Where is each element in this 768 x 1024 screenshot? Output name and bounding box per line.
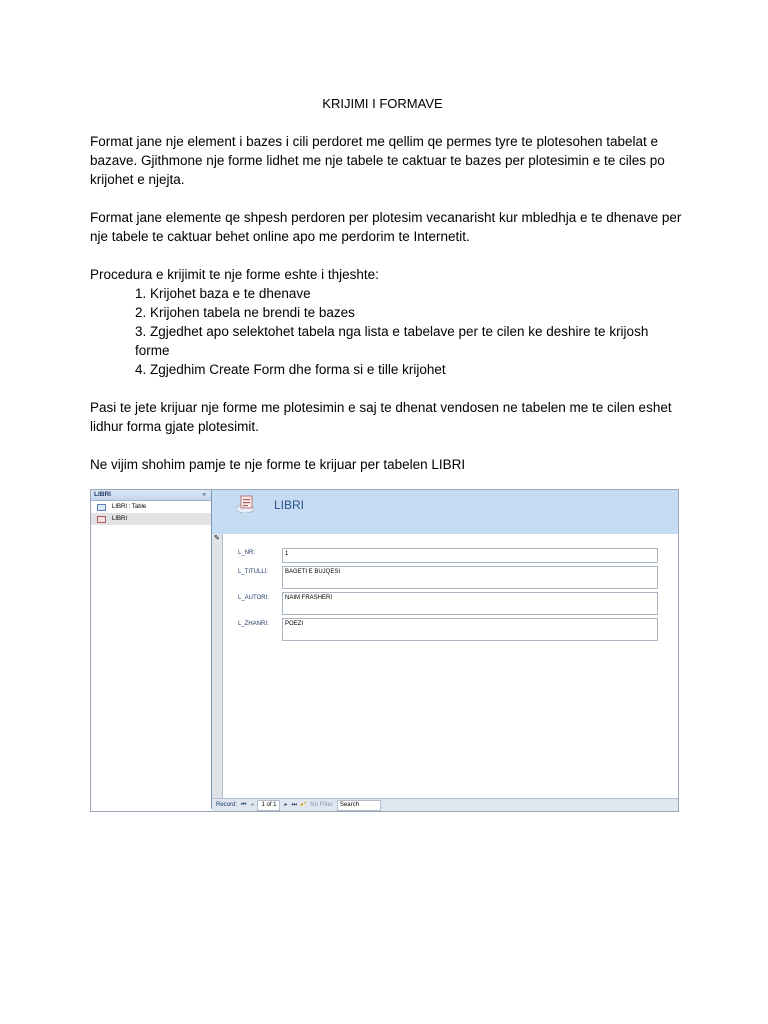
access-form-screenshot xyxy=(90,489,679,812)
document-title: KRIJIMI I FORMAVE xyxy=(322,96,443,111)
paragraph-example: Ne vijim shohim pamje te nje forme te krijuar per tabelen LIBRI xyxy=(90,457,466,472)
nav-item-label: LIBRI xyxy=(112,516,128,522)
collapse-chevron-icon[interactable]: » xyxy=(202,491,206,498)
l-titulli-field[interactable]: BAGETI E BUJQESI xyxy=(282,566,658,589)
list-item: 3. Zgjedhet apo selektohet tabela nga lista e tabelave per te cilen ke deshire te krijosh forme xyxy=(135,324,649,358)
l-zhanri-field[interactable]: POEZI xyxy=(282,618,658,641)
form-header xyxy=(212,490,678,534)
nav-item-libri-form[interactable] xyxy=(91,513,211,525)
search-input[interactable]: Search xyxy=(337,800,381,811)
form-icon xyxy=(97,516,106,523)
nav-item-libri-table[interactable] xyxy=(91,501,211,513)
record-selector[interactable] xyxy=(212,534,223,799)
table-icon xyxy=(97,504,106,511)
form-view xyxy=(212,490,678,811)
record-label: Record: xyxy=(216,801,238,808)
l-nr-field[interactable]: 1 xyxy=(282,548,658,563)
list-item: 1. Krijohet baza e te dhenave xyxy=(135,286,311,301)
last-record-button[interactable]: ⏭ xyxy=(291,801,297,808)
paragraph-usage: Format jane elemente qe shpesh perdoren per plotesim vecanarisht kur mbledhja e te dhenave per nje tabele te caktuar behet online apo me perdorim te Internetit. xyxy=(90,210,682,244)
paragraph-result: Pasi te jete krijuar nje forme me plotesimin e saj te dhenat vendosen ne tabelen me te cilen eshet lidhur forma gjate plotesimit. xyxy=(90,400,672,434)
list-item: 2. Krijohen tabela ne brendi te bazes xyxy=(135,305,355,320)
field-label-l-autori: L_AUTORI: xyxy=(238,595,269,601)
record-navigation-bar xyxy=(212,798,678,811)
field-label-l-titulli: L_TITULLI: xyxy=(238,569,269,575)
pencil-icon: ✎ xyxy=(214,535,220,542)
l-autori-field[interactable]: NAIM FRASHERI xyxy=(282,592,658,615)
form-title: LIBRI xyxy=(274,498,305,512)
previous-record-button[interactable]: ◂ xyxy=(250,801,254,808)
navigation-pane xyxy=(91,490,212,809)
navigation-pane-header[interactable] xyxy=(91,490,211,501)
form-detail xyxy=(223,534,678,799)
nav-item-label: LIBRI : Table xyxy=(112,504,147,510)
filter-status-button[interactable]: No Filter xyxy=(310,801,333,808)
field-label-l-nr: L_NR: xyxy=(238,550,256,556)
new-record-button[interactable]: ▸* xyxy=(300,801,307,808)
field-label-l-zhanri: L_ZHANRI: xyxy=(238,621,269,627)
list-item: 4. Zgjedhim Create Form dhe forma si e tille krijohet xyxy=(135,362,446,377)
paragraph-intro: Format jane nje element i bazes i cili perdoret me qellim qe permes tyre te plotesohen tabelat e bazave. Gjithmone nje forme lidhet me nje tabele te caktuar te bazes per plotesimin e te ciles po krijohet e njejta. xyxy=(90,134,665,187)
navigation-pane-title: LIBRI xyxy=(94,491,111,498)
form-header-icon xyxy=(236,495,256,513)
procedure-steps xyxy=(135,284,680,379)
first-record-button[interactable]: ⏮ xyxy=(241,801,247,808)
paragraph-procedure: Procedura e krijimit te nje forme eshte i thjeshte: xyxy=(90,267,379,282)
current-record-input[interactable]: 1 of 1 xyxy=(257,800,280,811)
next-record-button[interactable]: ▸ xyxy=(284,801,288,808)
